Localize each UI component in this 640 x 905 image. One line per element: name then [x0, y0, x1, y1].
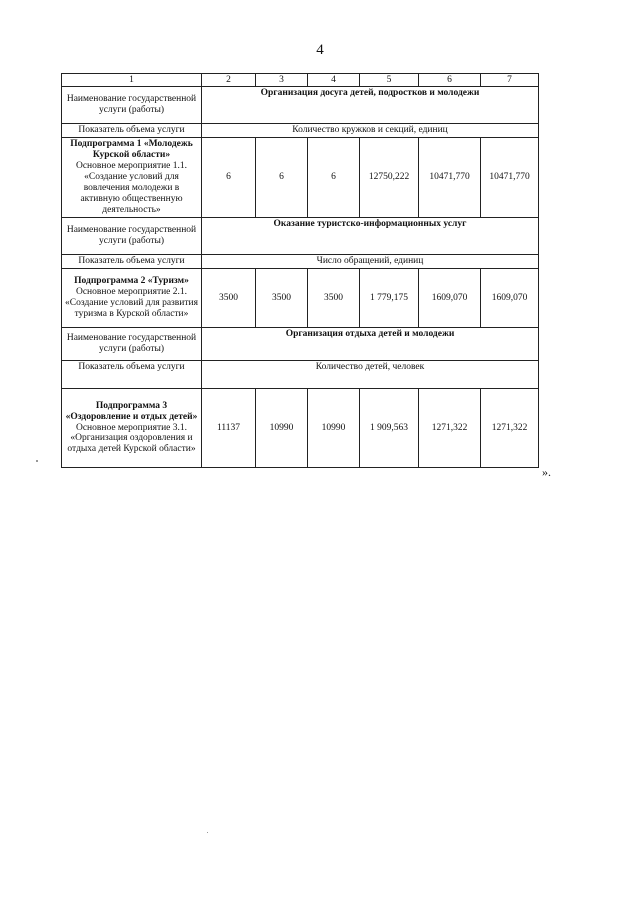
program-desc: Основное мероприятие 3.1. «Организация оздоровления и отдыха детей Курской области» [67, 422, 196, 455]
table-row [62, 361, 539, 389]
header-cell: 2 [202, 74, 256, 87]
service-label: Наименование государственной услуги (работы) [62, 87, 202, 124]
value-cell: 1609,070 [419, 269, 481, 328]
value-cell: 6 [308, 138, 360, 218]
program-desc: Основное мероприятие 2.1. «Создание условий для развития туризма в Курской области» [65, 287, 198, 319]
table-row [62, 124, 539, 138]
table-row [62, 218, 539, 255]
service-label: Наименование государственной услуги (работы) [62, 218, 202, 255]
value-cell: 3500 [202, 269, 256, 328]
table-row [62, 269, 539, 328]
table-row [62, 328, 539, 361]
indicator-label: Показатель объема услуги [62, 124, 202, 138]
indicator-value: Количество кружков и секций, единиц [202, 124, 539, 138]
header-cell: 4 [308, 74, 360, 87]
program-title: Подпрограмма 1 «Молодежь Курской области» [70, 139, 193, 161]
header-cell: 7 [481, 74, 539, 87]
indicator-label: Показатель объема услуги [62, 255, 202, 269]
value-cell: 10471,770 [481, 138, 539, 218]
table-row [62, 87, 539, 124]
value-cell: 1609,070 [481, 269, 539, 328]
program-desc: Основное мероприятие 1.1. «Создание условий для вовлечения молодежи в активную общественную деятельность» [75, 161, 188, 215]
value-cell: 10990 [256, 389, 308, 468]
program-table [61, 73, 539, 468]
value-cell: 3500 [256, 269, 308, 328]
value-cell: 11137 [202, 389, 256, 468]
header-cell: 3 [256, 74, 308, 87]
service-name: Оказание туристско-информационных услуг [202, 218, 539, 255]
scan-speck [207, 832, 208, 833]
indicator-value: Число обращений, единиц [202, 255, 539, 269]
indicator-value: Количество детей, человек [202, 361, 539, 389]
page-number: 4 [316, 42, 324, 58]
table-row [62, 389, 539, 468]
value-cell: 3500 [308, 269, 360, 328]
service-name: Организация досуга детей, подростков и молодежи [202, 87, 539, 124]
indicator-label: Показатель объема услуги [62, 361, 202, 389]
value-cell: 1 779,175 [360, 269, 419, 328]
header-cell: 6 [419, 74, 481, 87]
header-cell: 5 [360, 74, 419, 87]
program-cell [62, 138, 202, 218]
program-cell [62, 389, 202, 468]
program-title: Подпрограмма 2 «Туризм» [74, 276, 189, 287]
table-header-row [62, 74, 539, 87]
table-row [62, 138, 539, 218]
value-cell: 6 [202, 138, 256, 218]
value-cell: 12750,222 [360, 138, 419, 218]
value-cell: 1271,322 [419, 389, 481, 468]
value-cell: 1271,322 [481, 389, 539, 468]
closing-quote-mark: ». [542, 465, 551, 479]
value-cell: 10990 [308, 389, 360, 468]
header-cell: 1 [62, 74, 202, 87]
value-cell: 6 [256, 138, 308, 218]
program-cell [62, 269, 202, 328]
program-title: Подпрограмма 3 «Оздоровление и отдых детей» [65, 400, 198, 422]
table-row [62, 255, 539, 269]
service-name: Организация отдыха детей и молодежи [202, 328, 539, 361]
value-cell: 1 909,563 [360, 389, 419, 468]
service-label: Наименование государственной услуги (работы) [62, 328, 202, 361]
scan-speck [36, 460, 38, 462]
value-cell: 10471,770 [419, 138, 481, 218]
